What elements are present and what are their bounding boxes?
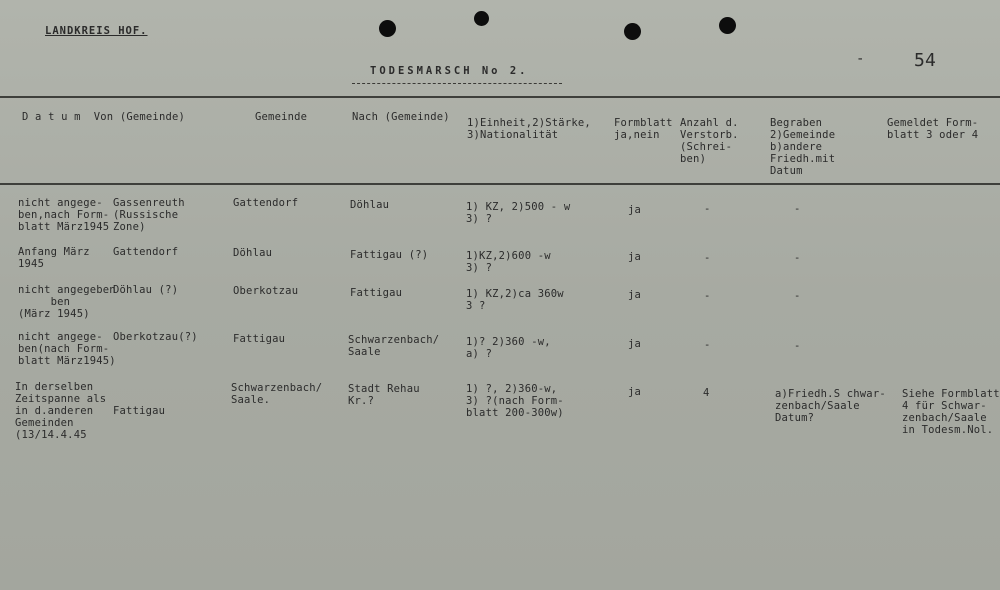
header-top-rule: [0, 96, 1000, 98]
row-1-formblatt: ja: [628, 204, 642, 216]
col-header-anzahl: Anzahl d. Verstorb. (Schrei- ben): [680, 117, 739, 165]
col-header-begraben: Begraben 2)Gemeinde b)andere Friedh.mit Datum: [770, 117, 836, 177]
row-4-begraben: -: [794, 340, 801, 352]
row-5-formblatt: ja: [628, 386, 642, 398]
row-1-von: Gassenreuth (Russische Zone): [113, 197, 185, 233]
row-5-gemeinde: Schwarzenbach/ Saale.: [231, 382, 323, 406]
district-label: LANDKREIS HOF.: [45, 25, 148, 37]
row-4-nach: Schwarzenbach/ Saale: [348, 334, 440, 358]
row-2-begraben: -: [794, 252, 801, 264]
row-3-einheit: 1) KZ,2)ca 360w 3 ?: [466, 288, 564, 312]
row-1-einheit: 1) KZ, 2)500 - w 3) ?: [466, 201, 571, 225]
col-header-einheit: 1)Einheit,2)Stärke, 3)Nationalität: [467, 117, 591, 141]
row-2-datum: Anfang März 1945: [18, 246, 90, 270]
header-bottom-rule: [0, 183, 1000, 185]
col-header-formblatt: Formblatt ja,nein: [614, 117, 673, 141]
row-5-einheit: 1) ?, 2)360-w, 3) ?(nach Form- blatt 200-300w): [466, 383, 564, 419]
row-4-formblatt: ja: [628, 338, 642, 350]
row-1-begraben: -: [794, 203, 801, 215]
row-3-begraben: -: [794, 290, 801, 302]
row-3-formblatt: ja: [628, 289, 642, 301]
col-header-gemeldet: Gemeldet Form- blatt 3 oder 4: [887, 117, 979, 141]
punch-hole: [624, 23, 641, 40]
row-3-gemeinde: Oberkotzau: [233, 285, 299, 297]
document-title: TODESMARSCH No 2.: [370, 65, 529, 77]
row-4-datum: nicht angege- ben(nach Form- blatt März1945): [18, 331, 116, 367]
row-3-anzahl: -: [704, 290, 711, 302]
row-5-datum: In derselben Zeitspanne als in d.anderen Gemeinden (13/14.4.45: [15, 381, 107, 441]
punch-hole: [379, 20, 396, 37]
row-4-von: Oberkotzau(?): [113, 331, 198, 343]
row-5-begraben: a)Friedh.S chwar- zenbach/Saale Datum?: [775, 388, 886, 424]
row-5-gemeldet: Siehe Formblatt 4 für Schwar- zenbach/Saale in Todesm.Nol.: [902, 388, 1000, 436]
col-header-gemeinde: Gemeinde: [255, 111, 308, 123]
row-2-formblatt: ja: [628, 251, 642, 263]
row-2-von: Gattendorf: [113, 246, 179, 258]
row-1-gemeinde: Gattendorf: [233, 197, 299, 209]
page-mark: -: [856, 51, 865, 67]
title-underline: [352, 83, 562, 84]
col-header-datum: D a t u m Von (Gemeinde): [22, 111, 186, 123]
row-2-einheit: 1)KZ,2)600 -w 3) ?: [466, 250, 551, 274]
row-5-nach: Stadt Rehau Kr.?: [348, 383, 420, 407]
row-4-anzahl: -: [704, 339, 711, 351]
row-2-anzahl: -: [704, 252, 711, 264]
row-1-anzahl: -: [704, 203, 711, 215]
row-5-anzahl: 4: [703, 387, 710, 399]
col-header-nach: Nach (Gemeinde): [352, 111, 450, 123]
row-1-nach: Döhlau: [350, 199, 390, 211]
row-1-datum: nicht angege- ben,nach Form- blatt März1945: [18, 197, 110, 233]
row-2-nach: Fattigau (?): [350, 249, 429, 261]
page-number: 54: [914, 50, 937, 71]
row-2-gemeinde: Döhlau: [233, 247, 273, 259]
row-3-nach: Fattigau: [350, 287, 403, 299]
row-3-von: Döhlau (?): [113, 284, 179, 296]
row-5-von: Fattigau: [113, 405, 166, 417]
punch-hole: [474, 11, 489, 26]
punch-hole: [719, 17, 736, 34]
row-4-einheit: 1)? 2)360 -w, a) ?: [466, 336, 551, 360]
row-3-datum: nicht angegeben ben (März 1945): [18, 284, 116, 320]
row-4-gemeinde: Fattigau: [233, 333, 286, 345]
